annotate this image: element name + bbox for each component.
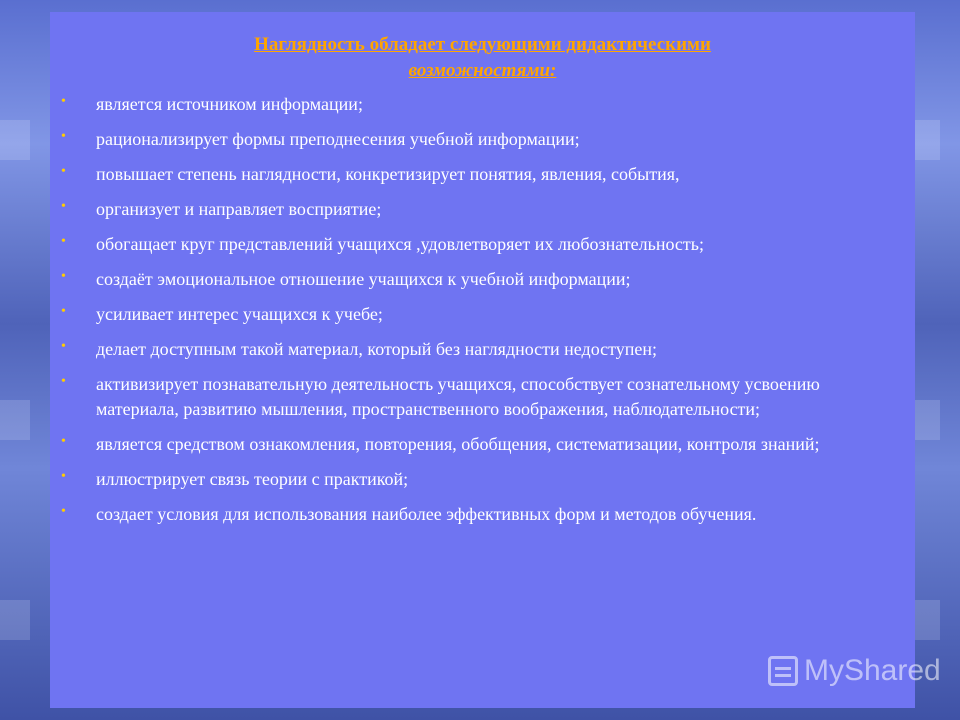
list-item: • организует и направляет восприятие;: [61, 199, 382, 219]
list-item: • усиливает интерес учащихся к учебе;: [61, 304, 383, 324]
list-item: • рационализирует формы преподнесения учебной информации;: [61, 129, 580, 149]
list-item: • делает доступным такой материал, который без наглядности недоступен;: [61, 339, 658, 359]
bullet-dot-icon: •: [61, 339, 66, 354]
bullet-dot-icon: •: [61, 504, 66, 519]
list-item: • создает условия для использования наиболее эффективных форм и методов обучения.: [61, 504, 757, 524]
title-line-2: возможностями:: [408, 60, 557, 81]
list-item: • создаёт эмоциональное отношение учащихся к учебной информации;: [61, 269, 631, 289]
myshared-watermark: [768, 654, 941, 688]
bullet-list: [50, 92, 915, 527]
bullet-dot-icon: •: [61, 469, 66, 484]
bullet-dot-icon: •: [61, 374, 66, 389]
list-item: • является источником информации;: [61, 94, 363, 114]
bullet-dot-icon: •: [61, 199, 66, 214]
myshared-logo-icon: [768, 656, 798, 686]
list-item: • обогащает круг представлений учащихся ,удовлетворяет их любознательность;: [61, 234, 704, 254]
bullet-dot-icon: •: [61, 94, 66, 109]
bullet-dot-icon: •: [61, 234, 66, 249]
list-item: • является средством ознакомления, повторения, обобщения, систематизации, контроля знаний;: [61, 434, 820, 454]
bullet-dot-icon: •: [61, 269, 66, 284]
list-item: • активизирует познавательную деятельность учащихся, способствует сознательному усвоению материала, развитию мышления, пространственного воображения, наблюдательности;: [61, 374, 820, 419]
slide-title: [50, 32, 915, 84]
bullet-dot-icon: •: [61, 304, 66, 319]
list-item: • иллюстрирует связь теории с практикой;: [61, 469, 409, 489]
watermark-text: MyShared: [804, 654, 941, 687]
bullet-dot-icon: •: [61, 434, 66, 449]
bullet-dot-icon: •: [61, 164, 66, 179]
content-panel: [50, 12, 915, 708]
title-line-1: Наглядность обладает следующими дидактическими: [254, 34, 711, 55]
list-item: • повышает степень наглядности, конкретизирует понятия, явления, события,: [61, 164, 680, 184]
bullet-dot-icon: •: [61, 129, 66, 144]
